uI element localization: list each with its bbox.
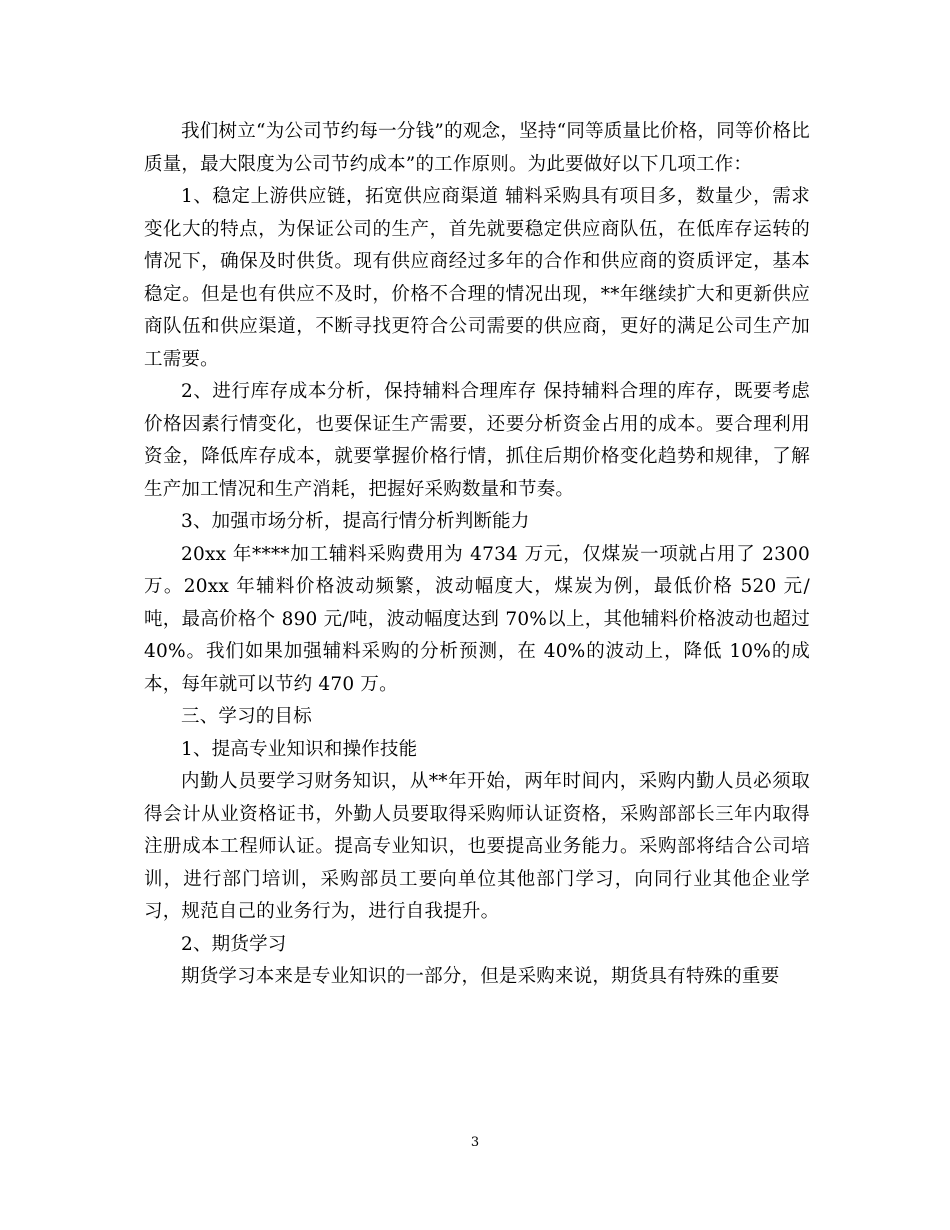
paragraph-inventory-cost: 2、进行库存成本分析，保持辅料合理库存 保持辅料合理的库存，既要考虑价格因素行情变化，也要保证生产需要，还要分析资金占用的成本。要合理利用资金，降低库存成本，就要掌握价格行情，抓住后期价格变化趋势和规律，了解生产加工情况和生产消耗，把握好采购数量和节奏。	[144, 381, 810, 500]
paragraph-intro: 我们树立“为公司节约每一分钱”的观念，坚持“同等质量比价格，同等价格比质量，最大限度为公司节约成本”的工作原则。为此要做好以下几项工作：	[144, 121, 810, 175]
document-body	[144, 116, 810, 994]
paragraph-supply-chain: 1、稳定上游供应链，拓宽供应商渠道 辅料采购具有项目多，数量少，需求变化大的特点，为保证公司的生产，首先就要稳定供应商队伍，在低库存运转的情况下，确保及时供货。现有供应商经过多年的合作和供应商的资质评定，基本稳定。但是也有供应不及时，价格不合理的情况出现，**年继续扩大和更新供应商队伍和供应渠道，不断寻找更符合公司需要的供应商，更好的满足公司生产加工需要。	[144, 186, 810, 370]
paragraph-futures-heading: 2、期货学习	[181, 933, 287, 955]
section-heading-learning-goals: 三、学习的目标	[181, 706, 312, 727]
paragraph-market-analysis: 20xx 年****加工辅料采购费用为 4734 万元，仅煤炭一项就占用了 2300 万。20xx 年辅料价格波动频繁，波动幅度大，煤炭为例，最低价格 520 元/吨，最高价格个 890 元/吨，波动幅度达到 70%以上，其他辅料价格波动也超过 40%。我们如果加强辅料采购的分析预测，在 40%的波动上，降低 10%的成本，每年就可以节约 470 万。	[144, 543, 810, 695]
page-number: 3	[470, 1135, 480, 1150]
paragraph-market-analysis-heading: 3、加强市场分析，提高行情分析判断能力	[181, 511, 530, 532]
paragraph-skills: 内勤人员要学习财务知识，从**年开始，两年时间内，采购内勤人员必须取得会计从业资格证书，外勤人员要取得采购师认证资格，采购部部长三年内取得注册成本工程师认证。提高专业知识，也要提高业务能力。采购部将结合公司培训，进行部门培训，采购部员工要向单位其他部门学习，向同行业其他企业学习，规范自己的业务行为，进行自我提升。	[144, 771, 810, 922]
paragraph-skills-heading: 1、提高专业知识和操作技能	[181, 738, 418, 760]
paragraph-futures: 期货学习本来是专业知识的一部分，但是采购来说，期货具有特殊的重要	[181, 966, 780, 987]
